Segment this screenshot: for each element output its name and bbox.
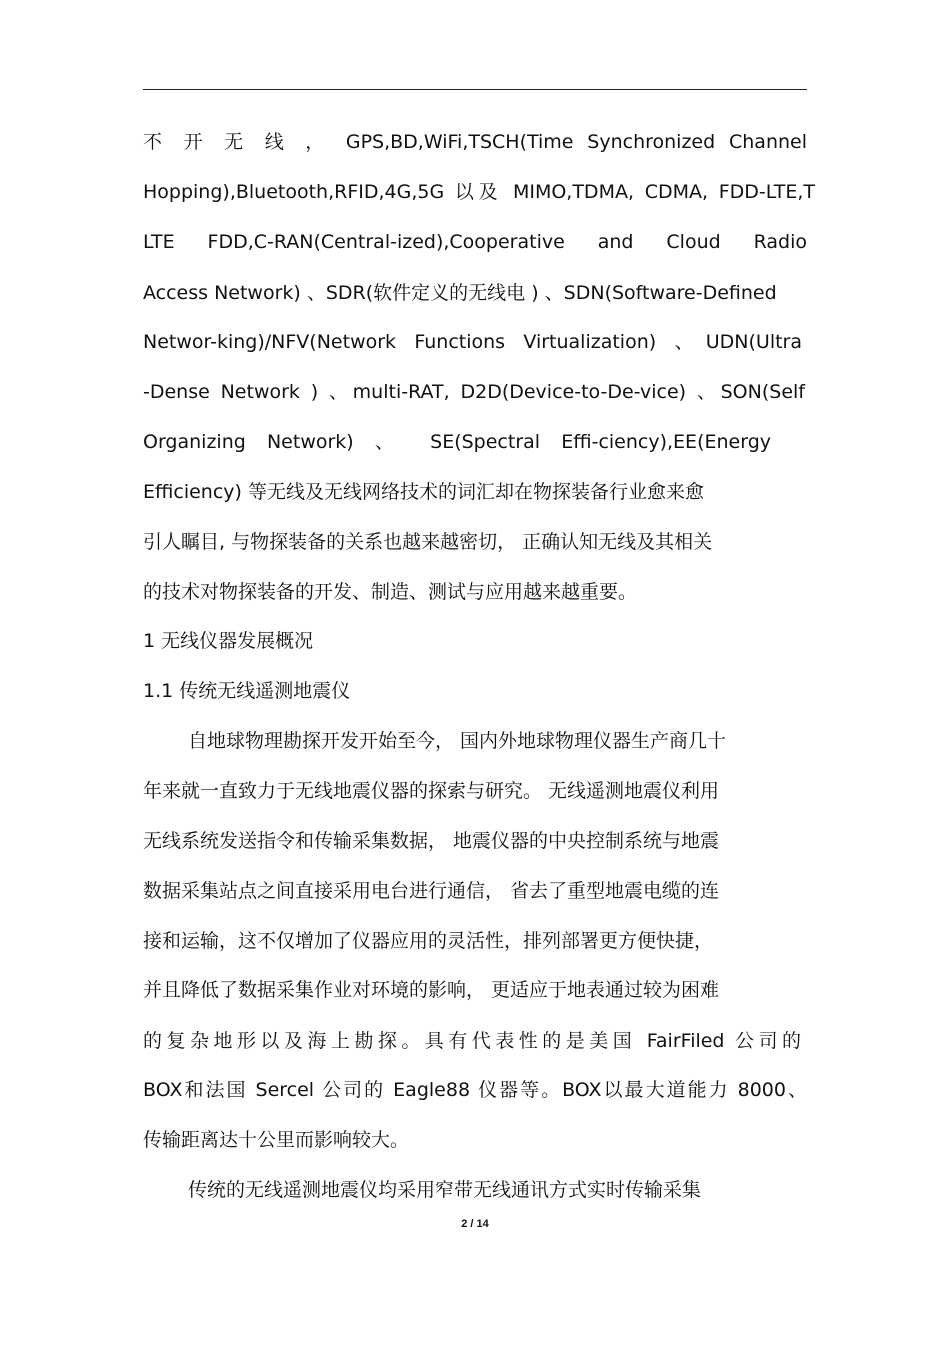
body-text-line: 的复杂地形以及海上勘探。具有代表性的是美国 FairFiled 公司的 xyxy=(143,1030,801,1052)
body-text-line: 引人瞩目, 与物探装备的关系也越来越密切， 正确认知无线及其相关 xyxy=(143,531,713,553)
body-text-line: LTE FDD,C-RAN(Central-ized),Cooperative and Cloud Radio xyxy=(143,231,807,253)
body-text-line: Access Network) 、SDR(软件定义的无线电 ) 、SDN(Software-Defined xyxy=(143,282,777,304)
body-text-line: Efficiency) 等无线及无线网络技术的词汇却在物探装备行业愈来愈 xyxy=(143,481,704,503)
section-heading: 1 无线仪器发展概况 xyxy=(143,630,314,652)
body-text-line: 并且降低了数据采集作业对环境的影响， 更适应于地表通过较为困难 xyxy=(143,979,720,1001)
body-text-line: 自地球物理勘探开发开始至今， 国内外地球物理仪器生产商几十 xyxy=(188,730,727,752)
body-text-line: 无线系统发送指令和传输采集数据， 地震仪器的中央控制系统与地震 xyxy=(143,830,720,852)
body-text-line: 传统的无线遥测地震仪均采用窄带无线通讯方式实时传输采集 xyxy=(188,1179,702,1201)
body-text-line: BOX和法国 Sercel 公司的 Eagle88 仪器等。BOX以最大道能力 8000、 xyxy=(143,1079,807,1101)
body-text-line: Organizing Network) 、 SE(Spectral Effi-ciency),EE(Energy xyxy=(143,431,771,453)
body-text-line: 数据采集站点之间直接采用电台进行通信， 省去了重型地震电缆的连 xyxy=(143,880,720,902)
subsection-heading: 1.1 传统无线遥测地震仪 xyxy=(143,680,351,702)
body-text-line: Networ-king)/NFV(Network Functions Virtualization) 、UDN(Ultra xyxy=(143,331,802,353)
body-text-line: 传输距离达十公里而影响较大。 xyxy=(143,1129,410,1151)
body-text-line: 年来就一直致力于无线地震仪器的探索与研究。 无线遥测地震仪利用 xyxy=(143,780,720,802)
page-number: 2 / 14 xyxy=(461,1218,489,1230)
body-text-line: 的技术对物探装备的开发、制造、测试与应用越来越重要。 xyxy=(143,581,638,603)
body-text-line: 接和运输，这不仅增加了仪器应用的灵活性，排列部署更方便快捷， xyxy=(143,930,714,952)
body-text-line: Hopping),Bluetooth,RFID,4G,5G 以及 MIMO,TDMA, CDMA, FDD-LTE,T xyxy=(143,181,815,203)
body-text-line: -Dense Network ) 、multi-RAT, D2D(Device-to-De-vice) 、SON(Self xyxy=(143,381,805,403)
header-rule xyxy=(143,89,807,90)
body-text-line: 不 开 无 线 ， GPS,BD,WiFi,TSCH(Time Synchronized Channel xyxy=(143,131,807,153)
